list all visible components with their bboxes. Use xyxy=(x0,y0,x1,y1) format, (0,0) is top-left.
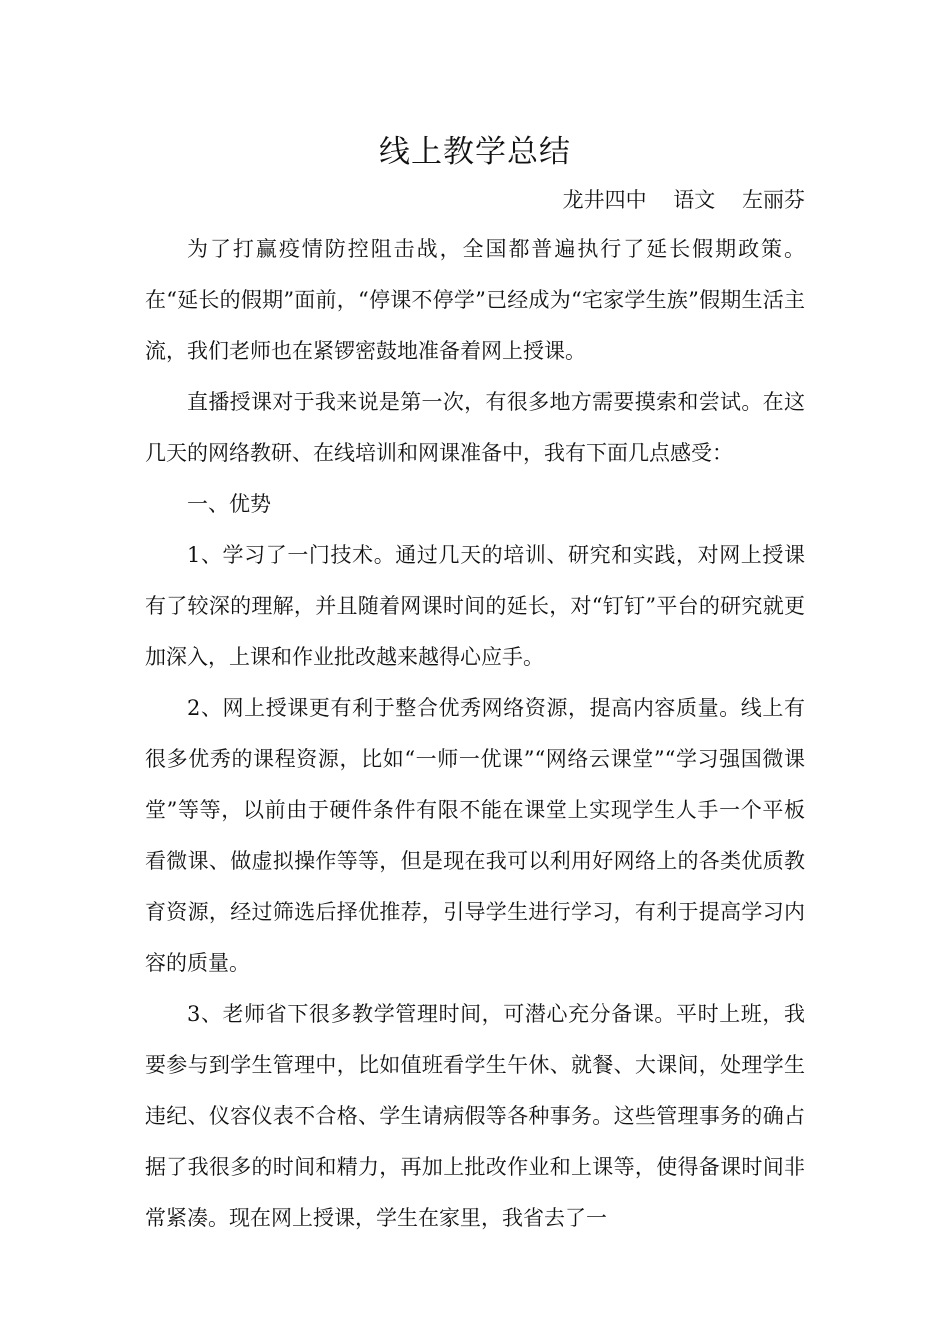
author-byline: 龙井四中 语文 左丽芬 xyxy=(562,188,805,212)
document-body xyxy=(145,224,805,1244)
paragraph-point-1: 1、学习了一门技术。通过几天的培训、研究和实践，对网上授课有了较深的理解，并且随着网课时间的延长，对“钉钉”平台的研究就更加深入，上课和作业批改越来越得心应手。 xyxy=(145,543,805,669)
paragraph-point-3: 3、老师省下很多教学管理时间，可潜心充分备课。平时上班，我要参与到学生管理中，比如值班看学生午休、就餐、大课间，处理学生违纪、仪容仪表不合格、学生请病假等各种事务。这些管理事务的确占据了我很多的时间和精力，再加上批改作业和上课等，使得备课时间非常紧凑。现在网上授课，学生在家里，我省去了一 xyxy=(145,1002,805,1230)
section-heading-advantages: 一、优势 xyxy=(187,492,271,516)
paragraph-feelings: 直播授课对于我来说是第一次，有很多地方需要摸索和尝试。在这几天的网络教研、在线培训和网课准备中，我有下面几点感受： xyxy=(145,390,805,465)
paragraph-point-2: 2、网上授课更有利于整合优秀网络资源，提高内容质量。线上有很多优秀的课程资源，比如“一师一优课”“网络云课堂”“学习强国微课堂”等等，以前由于硬件条件有限不能在课堂上实现学生人手一个平板看微课、做虚拟操作等等，但是现在我可以利用好网络上的各类优质教育资源，经过筛选后择优推荐，引导学生进行学习，有利于提高学习内容的质量。 xyxy=(145,696,805,975)
document-title: 线上教学总结 xyxy=(379,134,571,170)
paragraph-intro: 为了打赢疫情防控阻击战，全国都普遍执行了延长假期政策。在“延长的假期”面前，“停课不停学”已经成为“宅家学生族”假期生活主流，我们老师也在紧锣密鼓地准备着网上授课。 xyxy=(145,237,805,363)
